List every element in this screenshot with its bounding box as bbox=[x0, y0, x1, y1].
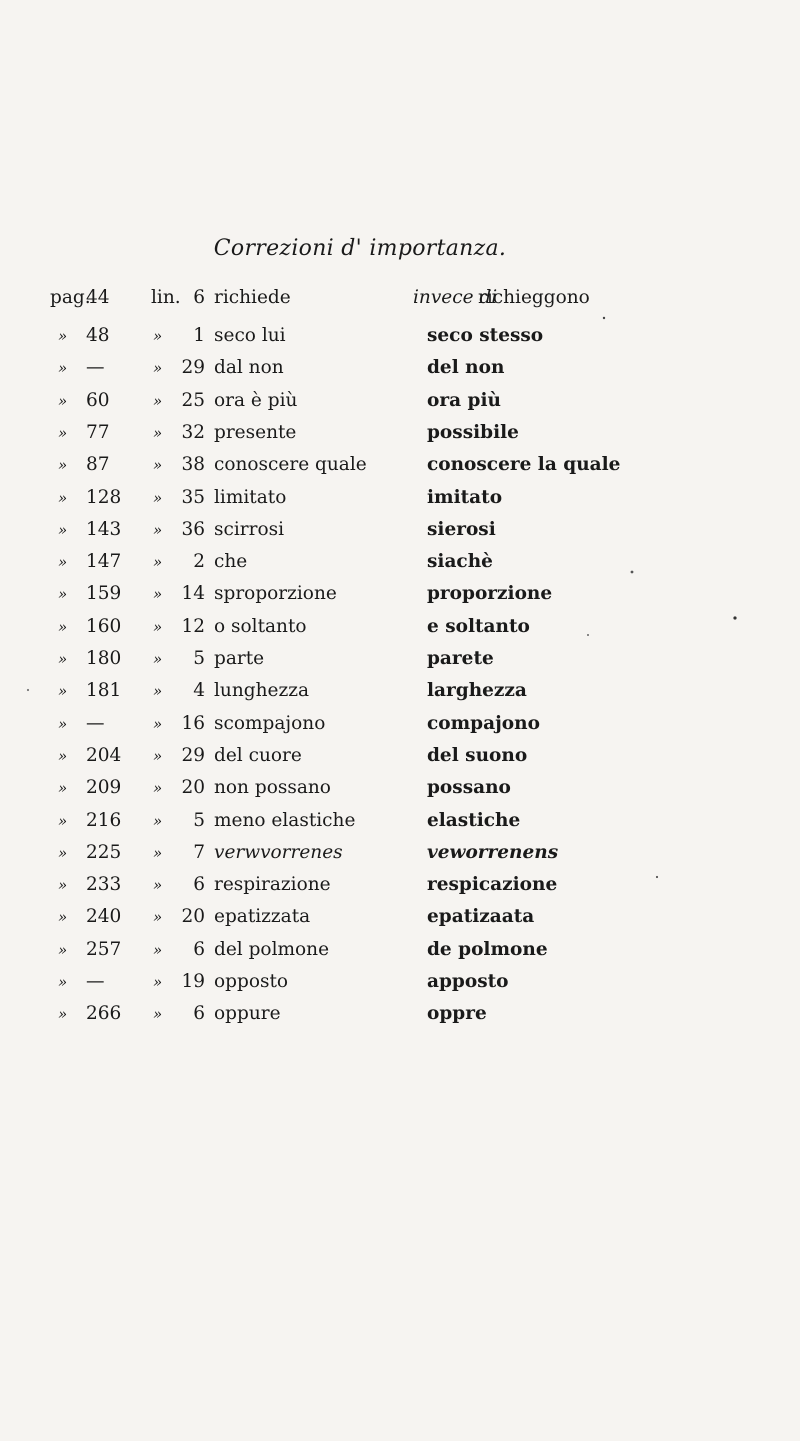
wrong-text: o soltanto bbox=[214, 615, 307, 637]
line-number: 38 bbox=[181, 454, 205, 476]
right-text: respicazione bbox=[427, 874, 558, 896]
ditto-mark: » bbox=[58, 746, 68, 765]
right-text: possano bbox=[427, 777, 511, 799]
ditto-mark: » bbox=[153, 585, 163, 604]
page-number: — bbox=[86, 712, 105, 734]
wrong-text: parte bbox=[214, 648, 265, 669]
errata-row bbox=[0, 1002, 800, 1026]
right-text: apposto bbox=[427, 971, 509, 992]
wrong-text: verwvorrenes bbox=[214, 841, 343, 863]
invece-di-label: invece di bbox=[413, 287, 498, 308]
errata-row bbox=[0, 324, 800, 348]
page-number: 181 bbox=[86, 680, 122, 702]
errata-row bbox=[0, 905, 800, 929]
page-number: 240 bbox=[86, 906, 122, 928]
right-text: parete bbox=[427, 648, 494, 669]
ditto-mark: » bbox=[153, 811, 163, 830]
right-text: siachè bbox=[427, 551, 493, 573]
line-number: 14 bbox=[181, 583, 205, 605]
line-number: 7 bbox=[193, 841, 205, 863]
ditto-mark: » bbox=[58, 553, 68, 572]
wrong-text: oppure bbox=[214, 1003, 281, 1025]
ditto-mark: » bbox=[153, 746, 163, 765]
line-number: 20 bbox=[181, 906, 205, 928]
ditto-mark: » bbox=[153, 843, 163, 862]
errata-row bbox=[0, 744, 800, 768]
line-number: 6 bbox=[193, 874, 205, 896]
wrong-text: limitato bbox=[214, 486, 287, 508]
right-text: possibile bbox=[427, 421, 519, 443]
wrong-text: opposto bbox=[214, 971, 289, 992]
page-number: 216 bbox=[86, 809, 122, 831]
ditto-mark: » bbox=[153, 520, 163, 539]
line-number: 36 bbox=[181, 518, 205, 540]
ditto-mark: » bbox=[153, 714, 163, 733]
right-text: larghezza bbox=[427, 680, 527, 702]
errata-row bbox=[0, 712, 800, 736]
ditto-mark: » bbox=[58, 940, 68, 959]
errata-row bbox=[0, 809, 800, 833]
ditto-mark: » bbox=[153, 908, 163, 927]
line-number: 25 bbox=[181, 389, 205, 411]
errata-row bbox=[0, 582, 800, 606]
line-number: 29 bbox=[181, 357, 205, 379]
ditto-mark: » bbox=[153, 456, 163, 475]
ditto-mark: » bbox=[153, 488, 163, 507]
right-text: compajono bbox=[427, 712, 540, 734]
page-number: 44 bbox=[86, 287, 110, 308]
page-number: 147 bbox=[86, 551, 122, 573]
lin-label: lin. bbox=[151, 287, 181, 308]
page-number: 77 bbox=[86, 421, 110, 443]
wrong-text: non possano bbox=[214, 777, 331, 799]
errata-row bbox=[0, 776, 800, 800]
line-number: 6 bbox=[193, 1003, 205, 1025]
page-number: 204 bbox=[86, 744, 122, 766]
page-number: — bbox=[86, 971, 105, 992]
wrong-text: lunghezza bbox=[214, 680, 309, 702]
wrong-text: scirrosi bbox=[214, 518, 285, 540]
errata-row bbox=[0, 518, 800, 542]
page-number: 143 bbox=[86, 518, 122, 540]
line-number: 6 bbox=[193, 287, 205, 308]
right-text: del non bbox=[427, 357, 505, 379]
right-text: seco stesso bbox=[427, 325, 544, 346]
page-number: 87 bbox=[86, 454, 110, 476]
errata-row bbox=[0, 970, 800, 994]
wrong-text: respirazione bbox=[214, 874, 331, 896]
right-text: del suono bbox=[427, 744, 528, 766]
ditto-mark: » bbox=[153, 327, 163, 345]
line-number: 5 bbox=[193, 809, 205, 831]
errata-row bbox=[0, 356, 800, 380]
right-text: ora più bbox=[427, 389, 501, 411]
right-text: de polmone bbox=[427, 938, 548, 960]
ditto-mark: » bbox=[153, 876, 163, 895]
errata-row bbox=[0, 679, 800, 703]
ditto-mark: » bbox=[153, 650, 163, 668]
wrong-text: epatizzata bbox=[214, 906, 311, 928]
ditto-mark: » bbox=[58, 973, 68, 991]
ditto-mark: » bbox=[58, 779, 68, 798]
ditto-mark: » bbox=[58, 908, 68, 927]
wrong-text: del cuore bbox=[214, 744, 302, 766]
right-text: imitato bbox=[427, 486, 503, 508]
wrong-text: che bbox=[214, 551, 248, 573]
line-number: 4 bbox=[193, 680, 205, 702]
ditto-mark: » bbox=[58, 843, 68, 862]
ditto-mark: » bbox=[58, 585, 68, 604]
line-number: 32 bbox=[181, 421, 205, 443]
page-number: 233 bbox=[86, 874, 122, 896]
ditto-mark: » bbox=[58, 714, 68, 733]
ditto-mark: » bbox=[153, 779, 163, 798]
page-number: 160 bbox=[86, 615, 122, 637]
wrong-text: richiede bbox=[214, 287, 291, 308]
page-number: 225 bbox=[86, 841, 122, 863]
ditto-mark: » bbox=[58, 391, 68, 410]
errata-row bbox=[0, 615, 800, 639]
page-title: Correzioni d' importanza. bbox=[213, 236, 507, 261]
right-text: e soltanto bbox=[427, 615, 530, 637]
page-number: 128 bbox=[86, 486, 122, 508]
ditto-mark: » bbox=[153, 391, 163, 410]
line-number: 1 bbox=[193, 325, 205, 346]
page-number: — bbox=[86, 357, 105, 379]
ditto-mark: » bbox=[58, 456, 68, 475]
ditto-mark: » bbox=[58, 359, 68, 378]
wrong-text: ora è più bbox=[214, 389, 298, 411]
line-number: 35 bbox=[181, 486, 205, 508]
page-number: 180 bbox=[86, 648, 122, 669]
line-number: 29 bbox=[181, 744, 205, 766]
ditto-mark: » bbox=[58, 327, 68, 345]
errata-row bbox=[0, 389, 800, 413]
right-text: conoscere la quale bbox=[427, 454, 621, 476]
page-number: 159 bbox=[86, 583, 122, 605]
ditto-mark: » bbox=[58, 1005, 68, 1024]
right-text: richieggono bbox=[478, 287, 590, 308]
right-text: elastiche bbox=[427, 809, 521, 831]
wrong-text: dal non bbox=[214, 357, 284, 379]
ditto-mark: » bbox=[58, 650, 68, 668]
ditto-mark: » bbox=[153, 940, 163, 959]
errata-row bbox=[0, 841, 800, 865]
wrong-text: meno elastiche bbox=[214, 809, 356, 831]
errata-header-row bbox=[0, 286, 800, 310]
wrong-text: seco lui bbox=[214, 325, 286, 346]
ditto-mark: » bbox=[58, 488, 68, 507]
right-text: veworrenens bbox=[427, 841, 559, 863]
errata-row bbox=[0, 486, 800, 510]
ditto-mark: » bbox=[58, 617, 68, 636]
ditto-mark: » bbox=[153, 973, 163, 991]
ditto-mark: » bbox=[58, 423, 68, 442]
wrong-text: sproporzione bbox=[214, 583, 337, 605]
ditto-mark: » bbox=[153, 359, 163, 378]
line-number: 12 bbox=[181, 615, 205, 637]
page-number: 266 bbox=[86, 1003, 122, 1025]
errata-row bbox=[0, 421, 800, 445]
line-number: 2 bbox=[193, 551, 205, 573]
errata-row bbox=[0, 873, 800, 897]
right-text: proporzione bbox=[427, 583, 553, 605]
errata-row bbox=[0, 938, 800, 962]
errata-row bbox=[0, 453, 800, 477]
line-number: 20 bbox=[181, 777, 205, 799]
ditto-mark: » bbox=[58, 876, 68, 895]
wrong-text: scompajono bbox=[214, 712, 326, 734]
ditto-mark: » bbox=[153, 617, 163, 636]
pag-label: pag. bbox=[50, 287, 91, 308]
wrong-text: del polmone bbox=[214, 938, 330, 960]
ditto-mark: » bbox=[153, 423, 163, 442]
page-number: 209 bbox=[86, 777, 122, 799]
ditto-mark: » bbox=[58, 520, 68, 539]
ditto-mark: » bbox=[153, 682, 163, 701]
wrong-text: conoscere quale bbox=[214, 454, 367, 476]
page-number: 257 bbox=[86, 938, 122, 960]
right-text: oppre bbox=[427, 1003, 487, 1025]
ditto-mark: » bbox=[153, 553, 163, 572]
errata-row bbox=[0, 647, 800, 671]
line-number: 16 bbox=[181, 712, 205, 734]
errata-row bbox=[0, 550, 800, 574]
wrong-text: presente bbox=[214, 421, 297, 443]
ditto-mark: » bbox=[58, 682, 68, 701]
ditto-mark: » bbox=[153, 1005, 163, 1024]
ditto-mark: » bbox=[58, 811, 68, 830]
page-number: 48 bbox=[86, 325, 110, 346]
line-number: 5 bbox=[193, 648, 205, 669]
page-number: 60 bbox=[86, 389, 110, 411]
line-number: 6 bbox=[193, 938, 205, 960]
right-text: sierosi bbox=[427, 518, 496, 540]
right-text: epatizaata bbox=[427, 906, 535, 928]
line-number: 19 bbox=[181, 971, 205, 992]
